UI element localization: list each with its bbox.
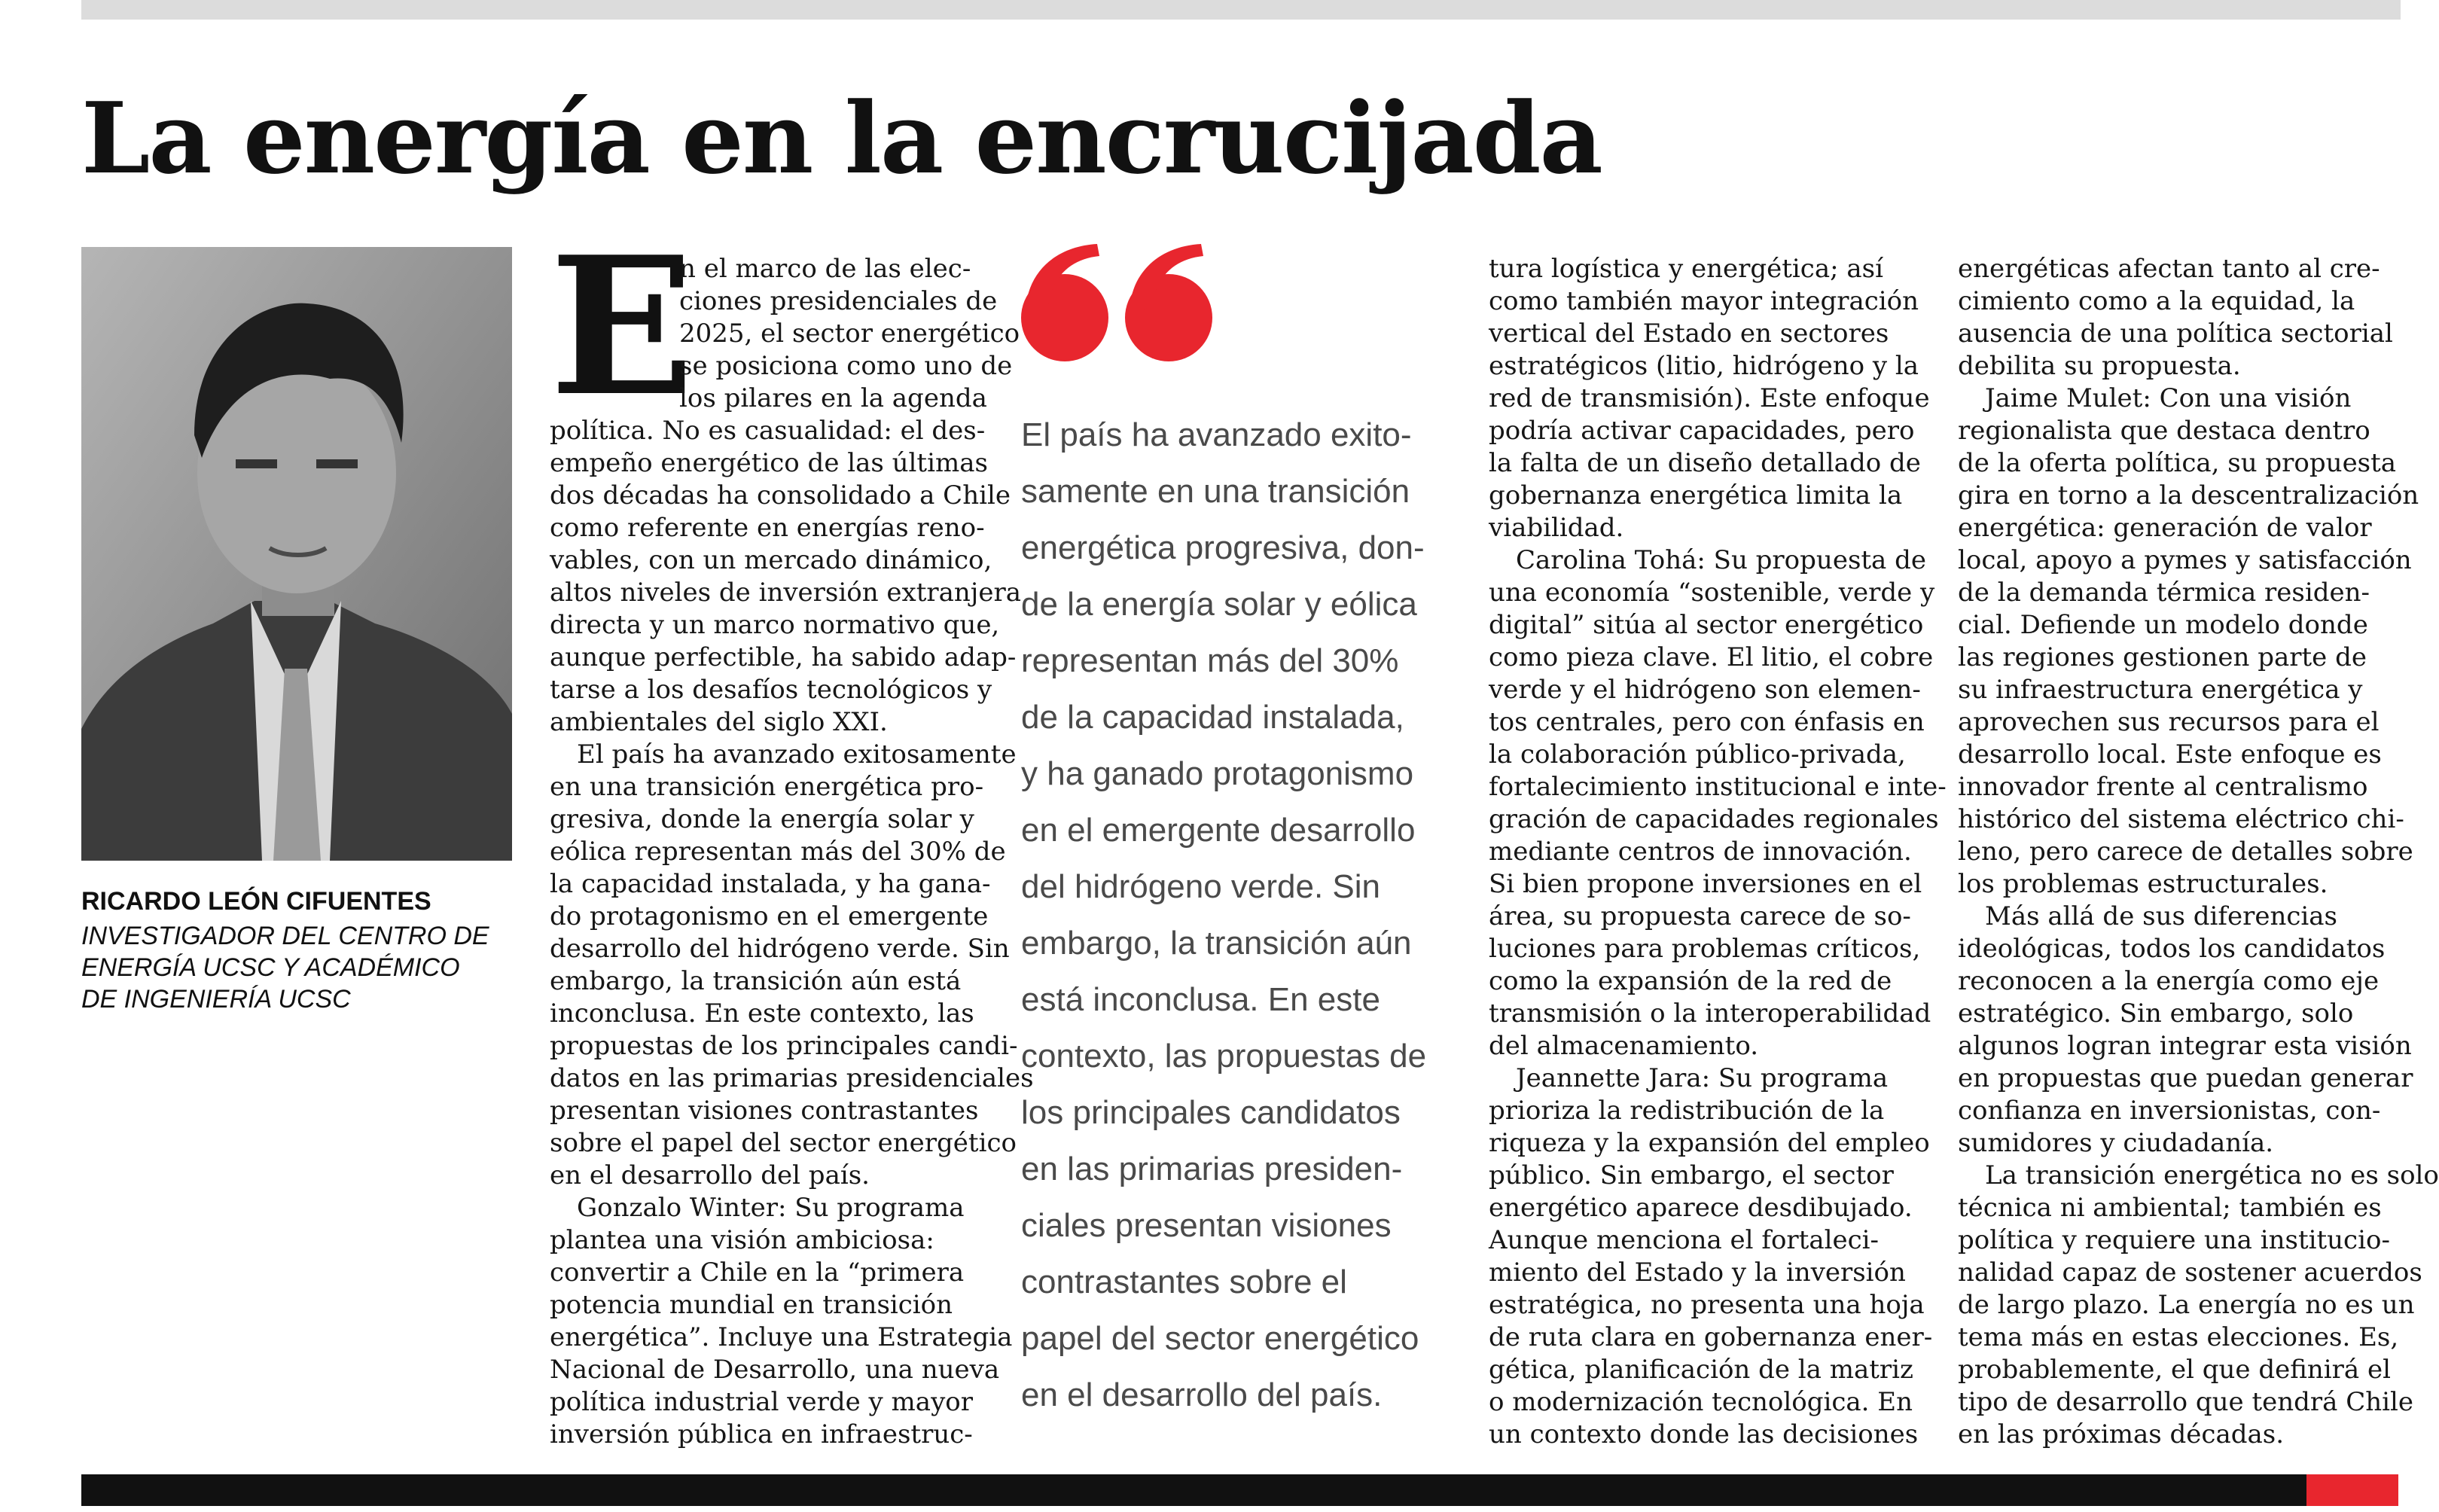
body-line: sumidores y ciudadanía. [1958,1128,2274,1158]
body-line: La transición energética no es solo [1985,1160,2439,1190]
body-line: tipo de desarrollo que tendrá Chile [1958,1387,2414,1417]
body-line: la falta de un diseño detallado de [1489,448,1921,478]
pull-quote-line: representan más del 30% [1021,642,1399,679]
body-line: como la expansión de la red de [1489,966,1892,996]
body-line: estratégicos (litio, hidrógeno y la [1489,351,1919,381]
article-column-1 [550,415,1034,1451]
body-line: histórico del sistema eléctrico chi- [1958,804,2404,834]
body-line: confianza en inversionistas, con- [1958,1096,2381,1126]
body-line: n el marco de las elec- [679,254,971,284]
body-line: vables, con un mercado dinámico, [550,545,992,575]
body-line: aunque perfectible, ha sabido adap- [550,642,1017,672]
body-line: cimiento como a la equidad, la [1958,286,2355,316]
body-line: los problemas estructurales. [1958,869,2328,899]
pull-quote-line: y ha ganado protagonismo [1021,755,1414,792]
body-line: los pilares en la agenda [679,383,987,413]
body-line: regionalista que destaca dentro [1958,416,2370,446]
body-line: estratégico. Sin embargo, solo [1958,998,2354,1029]
body-line: vertical del Estado en sectores [1489,319,1889,349]
body-line: en las próximas décadas. [1958,1419,2285,1450]
body-line: las regiones gestionen parte de [1958,642,2367,672]
pull-quote-line: embargo, la transición aún [1021,925,1412,962]
body-line: viabilidad. [1489,513,1624,543]
pull-quote-line: en el desarrollo del país. [1021,1376,1383,1413]
headline: La energía en la encrucijada [81,81,1602,196]
body-line: público. Sin embargo, el sector [1489,1160,1894,1190]
body-line: de largo plazo. La energía no es un [1958,1290,2415,1320]
body-line: dos décadas ha consolidado a Chile [550,480,1011,511]
author-role-line: DE INGENIERÍA UCSC [81,985,351,1014]
body-line: energéticas afectan tanto al cre- [1958,254,2380,284]
body-line: como pieza clave. El litio, el cobre [1489,642,1934,672]
body-line: gresiva, donde la energía solar y [550,804,974,834]
author-name: RICARDO LEÓN CIFUENTES [81,887,431,916]
body-line: desarrollo del hidrógeno verde. Sin [550,934,1010,964]
body-line: ambientales del siglo XXI. [550,707,888,737]
body-line: estratégica, no presenta una hoja [1489,1290,1925,1320]
pull-quote-line: papel del sector energético [1021,1320,1419,1357]
body-line: como también mayor integración [1489,286,1919,316]
body-line: política. No es casualidad: el des- [550,416,986,446]
body-line: de la oferta política, su propuesta [1958,448,2397,478]
body-line: inversión pública en infraestruc- [550,1419,973,1450]
body-line: un contexto donde las decisiones [1489,1419,1919,1450]
drop-cap: E [550,215,695,438]
pull-quote-line: ciales presentan visiones [1021,1207,1392,1244]
body-line: Carolina Tohá: Su propuesta de [1516,545,1927,575]
body-line: energética”. Incluye una Estrategia [550,1322,1013,1352]
body-line: leno, pero carece de detalles sobre [1958,837,2413,867]
body-line: energética: generación de valor [1958,513,2372,543]
pull-quote-line: en las primarias presiden- [1021,1151,1403,1187]
body-line: directa y un marco normativo que, [550,610,1000,640]
body-line: energético aparece desdibujado. [1489,1193,1913,1223]
body-line: tarse a los desafíos tecnológicos y [550,675,992,705]
body-line: empeño energético de las últimas [550,448,988,478]
bottom-rule [81,1474,2306,1506]
body-line: transmisión o la interoperabilidad [1489,998,1931,1029]
body-line: nalidad capaz de sostener acuerdos [1958,1257,2422,1288]
pull-quote-line: contrastantes sobre el [1021,1264,1347,1300]
body-line: del almacenamiento. [1489,1031,1759,1061]
body-line: riqueza y la expansión del empleo [1489,1128,1930,1158]
body-line: gira en torno a la descentralización [1958,480,2419,511]
body-line: o modernización tecnológica. En [1489,1387,1913,1417]
body-line: desarrollo local. Este enfoque es [1958,739,2382,770]
top-rule [81,0,2401,20]
body-line: podría activar capacidades, pero [1489,416,1915,446]
body-line: datos en las primarias presidenciales [550,1063,1034,1093]
body-line: Aunque menciona el fortaleci- [1489,1225,1880,1255]
body-line: innovador frente al centralismo [1958,772,2368,802]
pull-quote-line: de la capacidad instalada, [1021,699,1404,736]
body-line: política industrial verde y mayor [550,1387,973,1417]
body-line: red de transmisión). Este enfoque [1489,383,1930,413]
body-line: una economía “sostenible, verde y [1489,578,1935,608]
body-line: 2025, el sector energético [679,319,1020,349]
body-line: gobernanza energética limita la [1489,480,1903,511]
body-line: ideológicas, todos los candidatos [1958,934,2386,964]
body-line: digital” sitúa al sector energético [1489,610,1924,640]
body-line: Si bien propone inversiones en el [1489,869,1922,899]
body-line: El país ha avanzado exitosamente [577,739,1017,770]
body-line: convertir a Chile en la “primera [550,1257,965,1288]
body-line: técnica ni ambiental; también es [1958,1193,2382,1223]
body-line: tura logística y energética; así [1489,254,1883,284]
author-role-line: ENERGÍA UCSC Y ACADÉMICO [81,953,460,982]
body-line: ciones presidenciales de [679,286,998,316]
body-line: aprovechen sus recursos para el [1958,707,2380,737]
body-line: la colaboración público-privada, [1489,739,1906,770]
body-line: reconocen a la energía como eje [1958,966,2380,996]
body-line: presentan visiones contrastantes [550,1096,979,1126]
body-line: luciones para problemas críticos, [1489,934,1921,964]
body-line: ausencia de una política sectorial [1958,319,2393,349]
body-line: mediante centros de innovación. [1489,837,1912,867]
body-line: tos centrales, pero con énfasis en [1489,707,1925,737]
body-line: verde y el hidrógeno son elemen- [1489,675,1921,705]
body-line: probablemente, el que definirá el [1958,1355,2391,1385]
body-line: algunos logran integrar esta visión [1958,1031,2412,1061]
body-line: inconclusa. En este contexto, las [550,998,974,1029]
pull-quote-line: energética progresiva, don- [1021,529,1425,566]
body-line: de ruta clara en gobernanza ener- [1489,1322,1933,1352]
body-line: propuestas de los principales candi- [550,1031,1018,1061]
quote-mark-icon [1018,242,1221,363]
body-line: Nacional de Desarrollo, una nueva [550,1355,1000,1385]
pull-quote-line: está inconclusa. En este [1021,981,1380,1018]
drop-cap-lines [679,253,1020,415]
pull-quote [1021,407,1473,1423]
body-line: de la demanda térmica residen- [1958,578,2370,608]
body-line: área, su propuesta carece de so- [1489,901,1911,931]
pull-quote-line: contexto, las propuestas de [1021,1038,1427,1075]
author-portrait-illustration [81,247,512,861]
bottom-accent-bar [2306,1474,2398,1506]
body-line: Más allá de sus diferencias [1985,901,2337,931]
body-line: la capacidad instalada, y ha gana- [550,869,991,899]
body-line: fortalecimiento institucional e inte- [1489,772,1947,802]
body-line: altos niveles de inversión extranjera [550,578,1021,608]
body-line: su infraestructura energética y [1958,675,2363,705]
body-line: gética, planificación de la matriz [1489,1355,1913,1385]
pull-quote-line: de la energía solar y eólica [1021,586,1417,623]
body-line: cial. Defiende un modelo donde [1958,610,2368,640]
pull-quote-line: samente en una transición [1021,473,1410,510]
body-line: se posiciona como uno de [679,351,1013,381]
author-role [81,920,533,1015]
pull-quote-line: en el emergente desarrollo [1021,812,1416,849]
body-line: gración de capacidades regionales [1489,804,1939,834]
body-line: Jeannette Jara: Su programa [1516,1063,1889,1093]
body-line: tema más en estas elecciones. Es, [1958,1322,2399,1352]
body-line: sobre el papel del sector energético [550,1128,1017,1158]
body-line: en el desarrollo del país. [550,1160,870,1190]
body-line: Jaime Mulet: Con una visión [1985,383,2352,413]
body-line: local, apoyo a pymes y satisfacción [1958,545,2412,575]
author-photo [81,247,512,861]
body-line: en propuestas que puedan generar [1958,1063,2413,1093]
body-line: prioriza la redistribución de la [1489,1096,1885,1126]
body-line: debilita su propuesta. [1958,351,2241,381]
body-line: eólica representan más del 30% de [550,837,1006,867]
pull-quote-line: El país ha avanzado exito- [1021,416,1412,453]
body-line: en una transición energética pro- [550,772,984,802]
body-line: embargo, la transición aún está [550,966,962,996]
body-line: plantea una visión ambiciosa: [550,1225,934,1255]
pull-quote-line: del hidrógeno verde. Sin [1021,868,1380,905]
body-line: como referente en energías reno- [550,513,985,543]
body-line: política y requiere una institucio- [1958,1225,2390,1255]
body-line: potencia mundial en transición [550,1290,953,1320]
body-line: do protagonismo en el emergente [550,901,989,931]
body-line: miento del Estado y la inversión [1489,1257,1906,1288]
article-column-4 [1958,253,2439,1451]
pull-quote-line: los principales candidatos [1021,1094,1401,1131]
author-role-line: INVESTIGADOR DEL CENTRO DE [81,922,489,950]
body-line: Gonzalo Winter: Su programa [577,1193,965,1223]
article-column-3 [1489,253,1947,1451]
